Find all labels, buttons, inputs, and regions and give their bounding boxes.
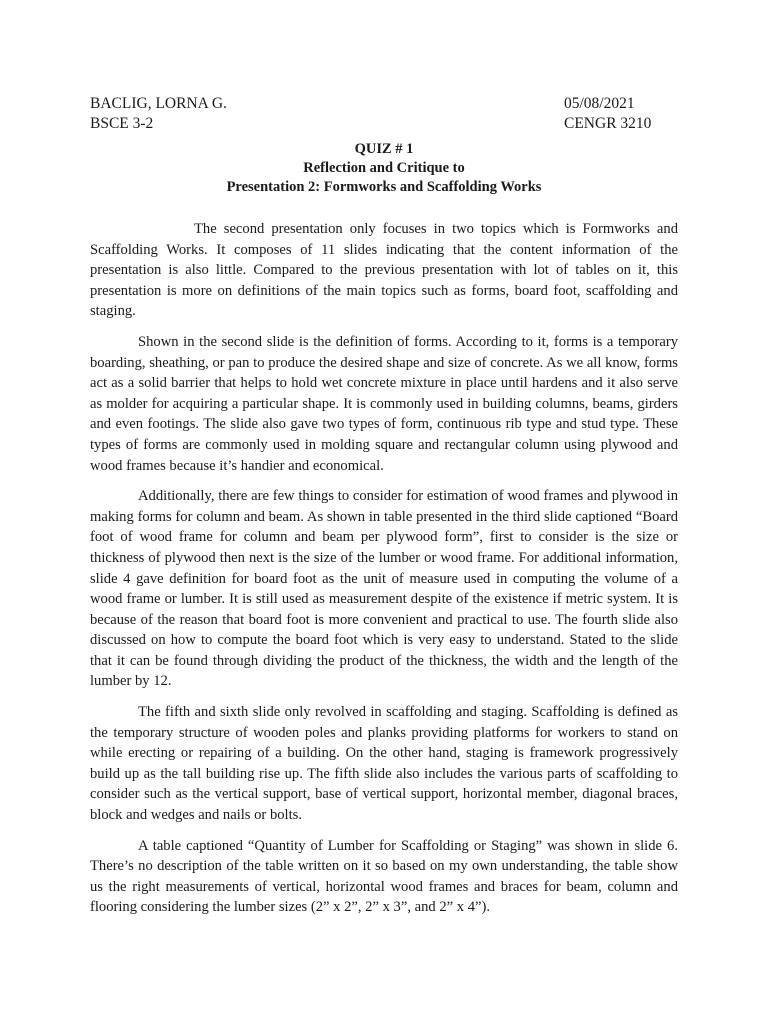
paragraph-5: A table captioned “Quantity of Lumber for Scaffolding or Staging” was shown in slide 6. There’s no description of the table written on it so based on my own understanding, the table show us the right measurements of vertical, horizontal wood frames and braces for beam, column and flooring considering the lumber sizes (2” x 2”, 2” x 3”, and 2” x 4”).	[90, 837, 678, 916]
paragraph-2: Shown in the second slide is the definition of forms. According to it, forms is a temporary boarding, sheathing, or pan to produce the desired shape and size of concrete. As we all know, forms act as a solid barrier that helps to hold wet concrete mixture in place until hardens and it also serve as molder for acquiring a particular shape. It is commonly used in building columns, beams, girders and even footings. The slide also gave two types of form, continuous rib type and stud type. These types of forms are commonly used in molding square and rectangular column using plywood and wood frames because it’s handier and economical.	[90, 333, 678, 474]
course-code: CENGR 3210	[564, 115, 652, 132]
header-row-1	[90, 94, 678, 114]
student-section: BSCE 3-2	[90, 115, 154, 132]
student-name: BACLIG, LORNA G.	[90, 95, 227, 112]
paragraph-1: The second presentation only focuses in two topics which is Formworks and Scaffolding Works. It composes of 11 slides indicating that the content information of the presentation is also little. Compared to the previous presentation with lot of tables on it, this presentation is more on definitions of the main topics such as forms, board foot, scaffolding and staging.	[90, 221, 678, 320]
subtitle-line-1: Reflection and Critique to	[303, 160, 465, 176]
header-row-2	[90, 114, 678, 134]
title-block	[90, 140, 678, 197]
paragraph-4: The fifth and sixth slide only revolved in scaffolding and staging. Scaffolding is defined as the temporary structure of wooden poles and planks providing platforms for workers to stand on while erecting or repairing of a building. On the other hand, staging is framework progressively build up as the tall building rise up. The fifth slide also includes the various parts of scaffolding to consider such as the vertical support, base of vertical support, horizontal member, diagonal braces, block and wedges and nails or bolts.	[90, 704, 678, 824]
paragraph-3: Additionally, there are few things to consider for estimation of wood frames and plywood in making forms for column and beam. As shown in table presented in the third slide captioned “Board foot of wood frame for column and beam per plywood form”, first to consider is the size or thickness of plywood then next is the size of the lumber or wood frame. For additional information, slide 4 gave definition for board foot as the unit of measure used in computing the volume of a wood frame or lumber. It is still used as measurement despite of the existence if metric system. It is because of the reason that board foot is more convenient and practical to use. The fourth slide also discussed on how to compute the board foot which is very easy to understand. Stated to the slide that it can be found through dividing the product of the thickness, the width and the length of the lumber by 12.	[90, 488, 678, 690]
submission-date: 05/08/2021	[564, 95, 635, 112]
subtitle-line-2: Presentation 2: Formworks and Scaffolding Works	[226, 179, 542, 195]
quiz-title: QUIZ # 1	[354, 141, 414, 157]
body-text	[90, 219, 678, 918]
